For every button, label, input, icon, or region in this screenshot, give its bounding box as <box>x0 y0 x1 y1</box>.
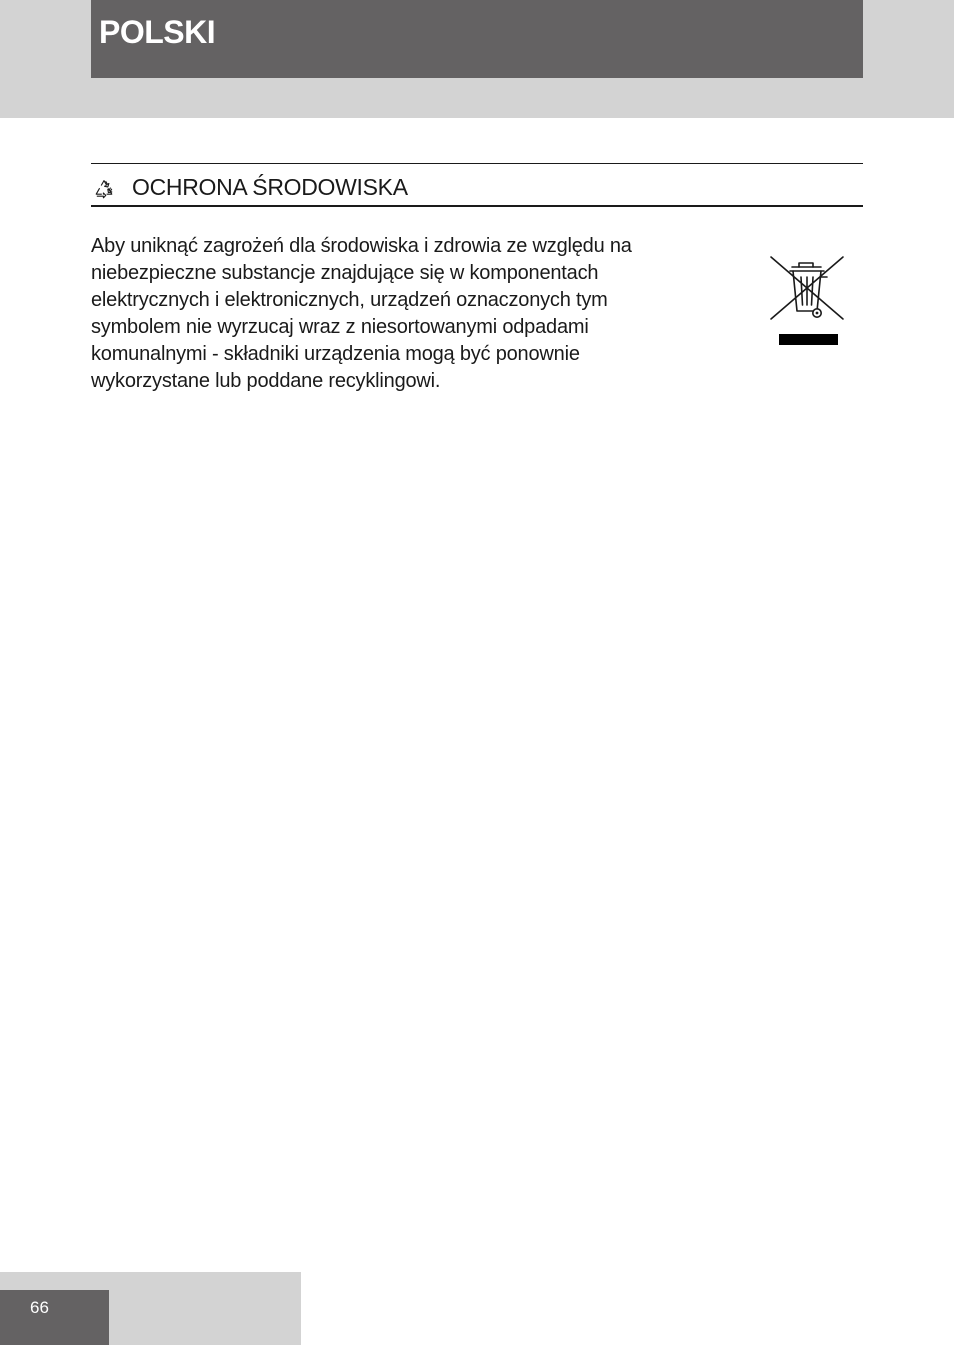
page-language-title: POLSKI <box>99 14 216 50</box>
section-rule-top <box>91 163 863 164</box>
section-body-text: Aby uniknąć zagrożeń dla środowiska i zdrowia ze względu na niebezpieczne substancje znajdujące się w komponentach elektrycznych i elektronicznych, urządzeń oznaczonych tym symbolem nie wyrzucaj wraz z niesortowanymi odpadami komunalnymi - składniki urządzenia mogą być ponownie wykorzystane lub poddane recyklingowi. <box>91 235 632 392</box>
header-title-bar <box>91 0 863 78</box>
crossed-out-wheelie-bin-icon <box>769 255 845 347</box>
recycle-icon <box>92 176 116 200</box>
page-number: 66 <box>30 1298 49 1317</box>
section-rule-bottom <box>91 205 863 207</box>
section-heading: OCHRONA ŚRODOWISKA <box>132 174 408 200</box>
page-number-box <box>0 1290 109 1345</box>
